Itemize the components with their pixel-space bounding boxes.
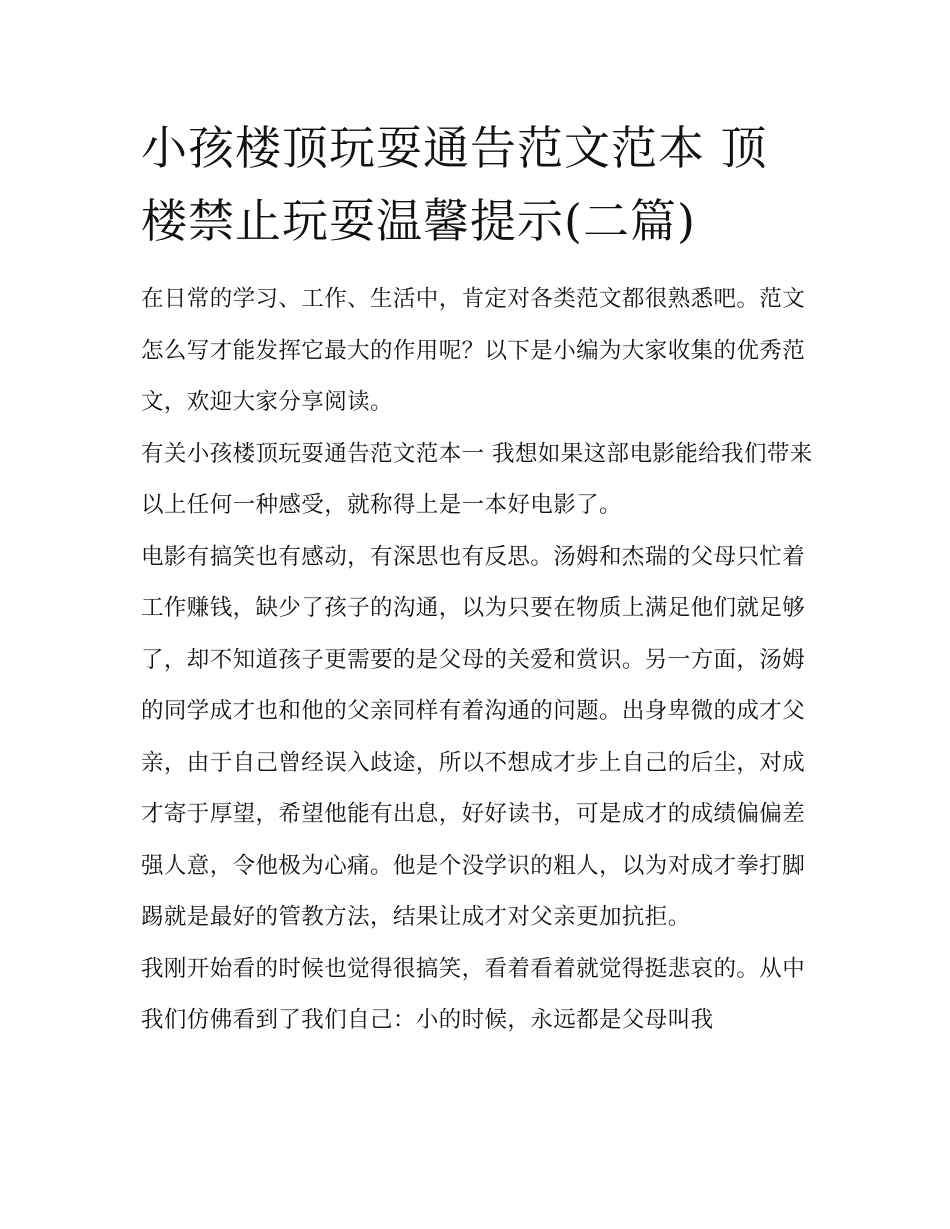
paragraph-intro: 在日常的学习、工作、生活中，肯定对各类范文都很熟悉吧。范文怎么写才能发挥它最大的作用呢？以下是小编为大家收集的优秀范文，欢迎大家分享阅读。 [141, 286, 806, 415]
document-title: 小孩楼顶玩耍通告范文范本 顶楼禁止玩耍温馨提示(二篇) [141, 121, 768, 248]
paragraph-section-one: 有关小孩楼顶玩耍通告范文范本一 我想如果这部电影能给我们带来以上任何一种感受，就称得上是一本好电影了。 [141, 440, 813, 518]
paragraph-movie-review: 电影有搞笑也有感动，有深思也有反思。汤姆和杰瑞的父母只忙着工作赚钱，缺少了孩子的沟通，以为只要在物质上满足他们就足够了，却不知道孩子更需要的是父母的关爱和赏识。另一方面，汤姆的同学成才也和他的父亲同样有着沟通的问题。出身卑微的成才父亲，由于自己曾经误入歧途，所以不想成才步上自己的后尘，对成才寄于厚望，希望他能有出息，好好读书，可是成才的成绩偏偏差强人意，令他极为心痛。他是个没学识的粗人，以为对成才拳打脚踢就是最好的管教方法，结果让成才对父亲更加抗拒。 [141, 543, 806, 930]
paragraph-reflection: 我刚开始看的时候也觉得很搞笑，看着看着就觉得挺悲哀的。从中我们仿佛看到了我们自己：小的时候，永远都是父母叫我 [141, 955, 806, 1033]
document-page [141, 112, 813, 1047]
